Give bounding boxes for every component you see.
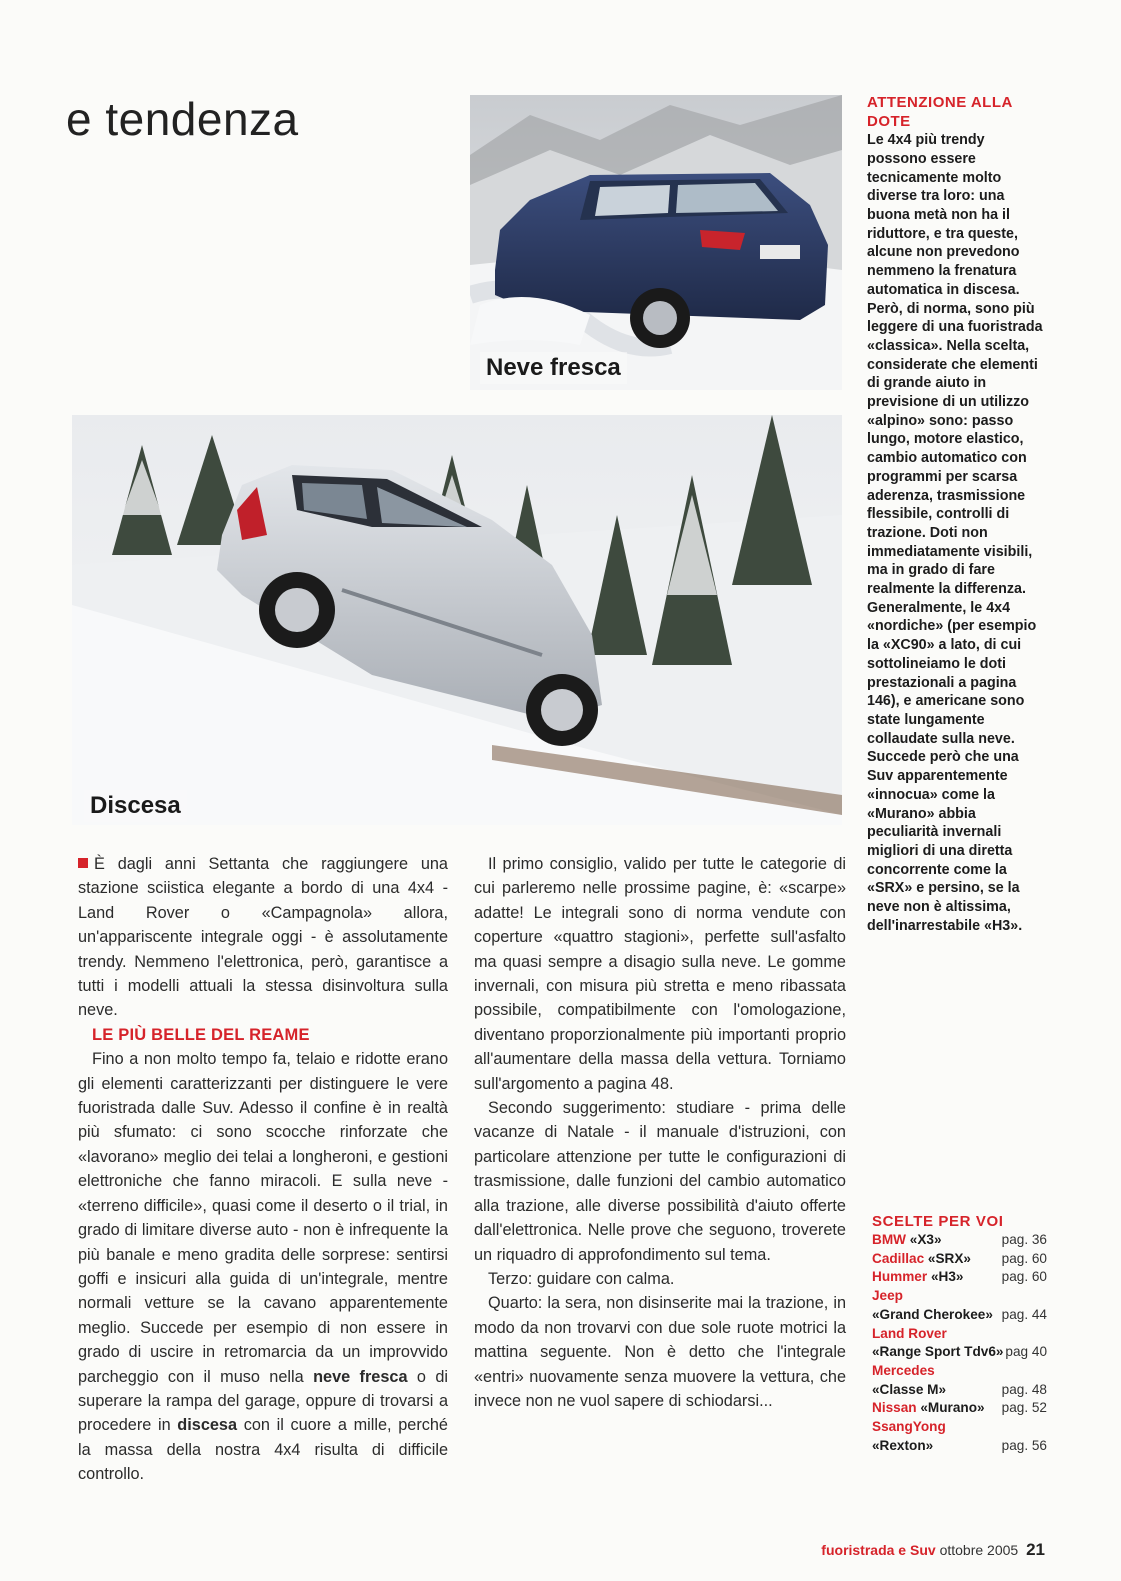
choice-row: Cadillac «SRX» pag. 60 <box>872 1250 1047 1266</box>
article-column-right <box>474 852 846 1413</box>
choice-row: Jeep <box>872 1288 903 1304</box>
bold-neve-fresca: neve fresca <box>313 1367 408 1386</box>
choices-box <box>872 1213 1047 1455</box>
choice-row: «Classe M» pag. 48 <box>872 1381 1047 1397</box>
choice-row: «Rexton» pag. 56 <box>872 1437 1047 1453</box>
article-subhead: LE PIÙ BELLE DEL REAME <box>92 1025 310 1044</box>
choice-row: Nissan «Murano» pag. 52 <box>872 1400 1047 1416</box>
choice-row: Land Rover <box>872 1325 947 1341</box>
caption-discesa: Discesa <box>84 790 187 822</box>
photo-neve-fresca <box>470 95 842 390</box>
sidebar-title: ATTENZIONE ALLA DOTE <box>867 94 1013 130</box>
article-column-left <box>78 852 448 1487</box>
page-footer <box>821 1540 1045 1560</box>
article-paragraph-1: Fino a non molto tempo fa, telaio e ridotte erano gli elementi caratterizzanti per distinguere le vere fuoristrada dalle Suv. Adesso il confine è in realtà più sfumato: ci sono scocche rinforzate che «lavorano» meglio dei telai a longheroni, e gestioni elettroniche che fanno miracoli. E sulla neve - «terreno difficile», quasi come il deserto o il trial, in grado di limitare diverse auto - non è infrequente la più banale e meno gradita delle sorprese: sentirsi goffi e insicuri alla guida di un'integrale, mentre normali vetture se la cavano apparentemente meglio. Succede per esempio di non essere in grado di uscire in retromarcia da un improvvido parcheggio con il muso nella neve fresca o di superare la rampa del garage, oppure di trovarsi a procedere in discesa con il cuore a mille, perché la massa della nostra 4x4 risulta di difficile controllo. <box>78 1050 448 1484</box>
choice-row: «Grand Cherokee» pag. 44 <box>872 1306 1047 1322</box>
choice-row: Hummer «H3» pag. 60 <box>872 1269 1047 1285</box>
choice-row: SsangYong <box>872 1419 946 1435</box>
choices-title: SCELTE PER VOI <box>872 1213 1004 1230</box>
caption-neve-fresca: Neve fresca <box>480 352 627 384</box>
footer-issue: ottobre 2005 <box>939 1542 1019 1558</box>
footer-magazine: fuoristrada e Suv <box>821 1542 936 1558</box>
red-square-icon <box>78 858 88 868</box>
choice-row: Mercedes <box>872 1362 935 1378</box>
choice-row: BMW «X3» pag. 36 <box>872 1232 1047 1247</box>
sidebar-box <box>867 94 1047 935</box>
article-paragraph-4: Terzo: guidare con calma. <box>488 1269 675 1288</box>
article-paragraph-3: Secondo suggerimento: studiare - prima delle vacanze di Natale - il manuale d'istruzioni, con particolare attenzione per tutte le configurazioni di trasmissione, dalle funzioni del cambio automatico alla trazione, alle diverse possibilità d'aiuto offerte dall'elettronica. Nelle prove che seguono, troverete un riquadro di approfondimento sul tema. <box>474 1099 846 1264</box>
bold-discesa: discesa <box>177 1416 238 1435</box>
page-headline: e tendenza <box>66 93 299 145</box>
page-number: 21 <box>1026 1540 1045 1559</box>
sidebar-body: Le 4x4 più trendy possono essere tecnicamente molto diverse tra loro: una buona metà non ha il riduttore, e tra queste, alcune non prevedono nemmeno la frenatura automatica in discesa. Però, di norma, sono più leggere di una fuoristrada «classica». Nella scelta, considerate che elementi di grande aiuto in previsione di un utilizzo «alpino» sono: passo lungo, motore elastico, cambio automatico con programmi per scarsa aderenza, trasmissione flessibile, controlli di trazione. Doti non immediatamente visibili, ma in grado di fare realmente la differenza. Generalmente, le 4x4 «nordiche» (per esempio la «XC90» a lato, di cui sottolineiamo le doti prestazionali a pagina 146), e americane sono state lungamente collaudate sulla neve. Succede però che una Suv apparentemente «innocua» come la «Murano» abbia peculiarità invernali migliori di una diretta concorrente come la «SRX» e persino, se la neve non è altissima, dell'inarrestabile «H3». <box>867 132 1043 934</box>
article-paragraph-2: Il primo consiglio, valido per tutte le categorie di cui parleremo nelle prossime pagine, è: «scarpe» adatte! Le integrali sono di norma vendute con coperture «quattro stagioni», perfette sull'asfalto ma quasi sempre a disagio sulla neve. Le gomme invernali, con misura più stretta e meno ribassata possibile, compatibilmente con l'omologazione, diventano proporzionalmente più importanti proprio all'aumentare della massa della vettura. Torniamo sull'argomento a pagina 48. <box>474 855 846 1093</box>
choice-row: «Range Sport Tdv6» pag 40 <box>872 1344 1047 1360</box>
photo-discesa <box>72 415 842 825</box>
article-paragraph-5: Quarto: la sera, non disinserite mai la trazione, in modo da non trovarvi con due sole ruote motrici la mattina seguente. Non è detto che l'integrale «entri» nuovamente senza muovere la vettura, che invece non ne vuol sapere di schiodarsi... <box>474 1294 846 1410</box>
article-intro: È dagli anni Settanta che raggiungere una stazione sciistica elegante a bordo di una 4x4 - Land Rover o «Campagnola» allora, un'appariscente integrale oggi - è assolutamente trendy. Nemmeno l'elettronica, però, garantisce a tutti i modelli attuali la stessa disinvoltura sulla neve. <box>78 855 448 1020</box>
